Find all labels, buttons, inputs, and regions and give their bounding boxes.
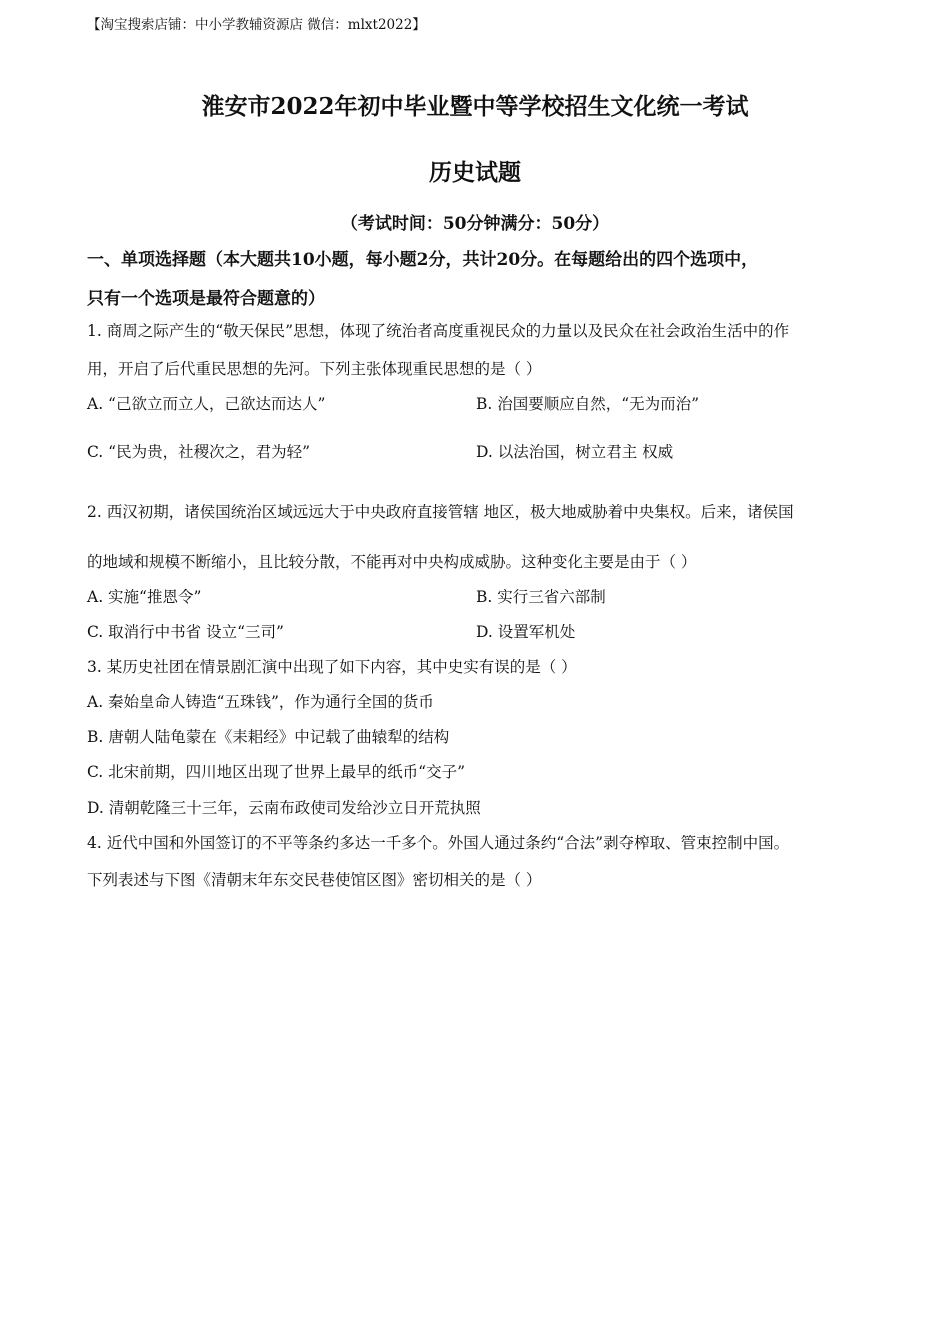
header-note: 【淘宝搜索店铺：中小学教辅资源店 微信：mlxt2022】 <box>87 17 426 33</box>
question-1-stem-line2: 用，开启了后代重民思想的先河。下列主张体现重民思想的是（ ） <box>87 360 542 378</box>
question-3-option-a: A. 秦始皇命人铸造“五珠钱”，作为通行全国的货币 <box>87 693 434 711</box>
question-2-option-c: C. 取消行中书省 设立“三司” <box>87 623 284 641</box>
exam-title: 淮安市2022年初中毕业暨中等学校招生文化统一考试 <box>201 93 749 120</box>
question-3-option-d: D. 清朝乾隆三十三年，云南布政使司发给沙立日开荒执照 <box>87 799 481 817</box>
section-heading-line1: 一、单项选择题（本大题共10小题，每小题2分，共计20分。在每题给出的四个选项中， <box>87 250 759 270</box>
question-2-option-d: D. 设置军机处 <box>476 623 576 641</box>
question-3-stem: 3. 某历史社团在情景剧汇演中出现了如下内容，其中史实有误的是（ ） <box>87 658 577 676</box>
question-1-option-c: C. “民为贵，社稷次之，君为轻” <box>87 443 311 461</box>
question-2-stem-line2: 的地域和规模不断缩小，且比较分散，不能再对中央构成威胁。这种变化主要是由于（ ） <box>87 553 697 571</box>
question-3-option-b: B. 唐朝人陆龟蒙在《耒耜经》中记载了曲辕犁的结构 <box>87 728 450 746</box>
question-1-option-b: B. 治国要顺应自然，“无为而治” <box>476 395 700 413</box>
question-1-stem-line1: 1. 商周之际产生的“敬天保民”思想，体现了统治者高度重视民众的力量以及民众在社会政治生活中的作 <box>87 322 790 340</box>
question-2-stem-line1: 2. 西汉初期，诸侯国统治区域远远大于中央政府直接管辖 地区，极大地威胁着中央集权。后来，诸侯国 <box>87 503 794 521</box>
question-3-option-c: C. 北宋前期，四川地区出现了世界上最早的纸币“交子” <box>87 763 466 781</box>
question-4-stem-line1: 4. 近代中国和外国签订的不平等条约多达一千多个。外国人通过条约“合法”剥夺榨取、管束控制中国。 <box>87 834 790 852</box>
question-4-stem-line2: 下列表述与下图《清朝末年东交民巷使馆区图》密切相关的是（ ） <box>87 871 542 889</box>
section-heading-line2: 只有一个选项是最符合题意的） <box>87 289 325 309</box>
question-2-option-b: B. 实行三省六部制 <box>476 588 606 606</box>
question-1-option-a: A. “己欲立而立人，己欲达而达人” <box>87 395 326 413</box>
question-2-option-a: A. 实施“推恩令” <box>87 588 202 606</box>
question-1-option-d: D. 以法治国，树立君主 权威 <box>476 443 674 461</box>
exam-info: （考试时间：50分钟满分：50分） <box>340 214 610 234</box>
subject-title: 历史试题 <box>429 159 521 186</box>
